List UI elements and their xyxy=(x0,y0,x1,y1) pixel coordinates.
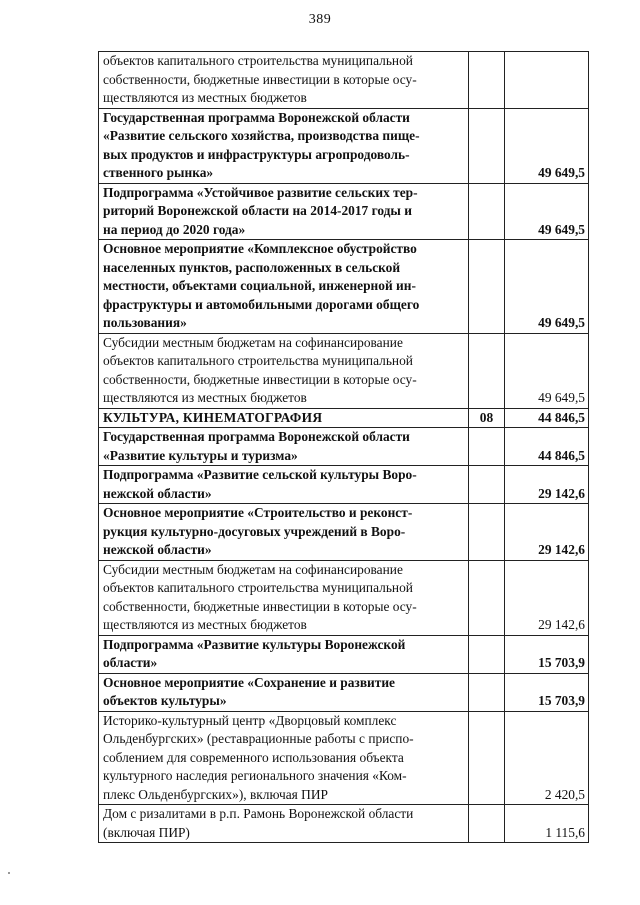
table-row xyxy=(99,52,589,109)
table-row xyxy=(99,805,589,843)
page-number: 389 xyxy=(308,12,332,27)
budget-table-body xyxy=(99,52,589,843)
row-amount-cell xyxy=(505,52,589,109)
row-name-cell: Субсидии местным бюджетам на софинансирование объектов капитального строительства муниципальной собственности, бюджетные инвестиции в которые осу- ществляются из местных бюджетов xyxy=(99,560,469,635)
row-amount-cell: 44 846,5 xyxy=(505,428,589,466)
row-section-code-cell xyxy=(469,108,505,183)
row-section-code-cell xyxy=(469,240,505,334)
row-name-cell: Основное мероприятие «Комплексное обустройство населенных пунктов, расположенных в сельской местности, объектами социальной, инженерной ин- фраструктуры и автомобильными дорогами общего пользования» xyxy=(99,240,469,334)
row-name-cell: Субсидии местным бюджетам на софинансирование объектов капитального строительства муниципальной собственности, бюджетные инвестиции в которые осу- ществляются из местных бюджетов xyxy=(99,333,469,408)
row-name-cell: Подпрограмма «Устойчивое развитие сельских тер- риторий Воронежской области на 2014-2017 годы и на период до 2020 года» xyxy=(99,183,469,240)
row-section-code-cell xyxy=(469,560,505,635)
row-section-code-cell: 08 xyxy=(469,408,505,428)
table-row xyxy=(99,635,589,673)
table-row xyxy=(99,504,589,561)
row-section-code-cell xyxy=(469,635,505,673)
table-row xyxy=(99,408,589,428)
row-name-cell: Государственная программа Воронежской области «Развитие культуры и туризма» xyxy=(99,428,469,466)
row-amount-cell: 29 142,6 xyxy=(505,504,589,561)
row-section-code-cell xyxy=(469,183,505,240)
row-name-cell: Подпрограмма «Развитие сельской культуры Воро- нежской области» xyxy=(99,466,469,504)
table-row xyxy=(99,711,589,805)
row-name-cell: Основное мероприятие «Строительство и реконст- рукция культурно-досуговых учреждений в Воро- нежской области» xyxy=(99,504,469,561)
row-section-code-cell xyxy=(469,466,505,504)
row-amount-cell: 1 115,6 xyxy=(505,805,589,843)
row-section-code-cell xyxy=(469,504,505,561)
table-row xyxy=(99,183,589,240)
table-row xyxy=(99,333,589,408)
row-section-code-cell xyxy=(469,428,505,466)
row-amount-cell: 49 649,5 xyxy=(505,108,589,183)
row-amount-cell: 49 649,5 xyxy=(505,240,589,334)
row-name-cell: объектов капитального строительства муниципальной собственности, бюджетные инвестиции в которые осу- ществляются из местных бюджетов xyxy=(99,52,469,109)
table-row xyxy=(99,560,589,635)
row-name-cell: КУЛЬТУРА, КИНЕМАТОГРАФИЯ xyxy=(99,408,469,428)
row-name-cell: Подпрограмма «Развитие культуры Воронежской области» xyxy=(99,635,469,673)
row-amount-cell: 2 420,5 xyxy=(505,711,589,805)
row-amount-cell: 15 703,9 xyxy=(505,673,589,711)
table-row xyxy=(99,240,589,334)
row-section-code-cell xyxy=(469,52,505,109)
table-row xyxy=(99,673,589,711)
row-section-code-cell xyxy=(469,805,505,843)
row-amount-cell: 49 649,5 xyxy=(505,183,589,240)
row-name-cell: Историко-культурный центр «Дворцовый комплекс Ольденбургских» (реставрационные работы с приспо- соблением для современного использования объекта культурного наследия регионального значения «Ком- плекс Ольденбургских»), включая ПИР xyxy=(99,711,469,805)
row-amount-cell: 44 846,5 xyxy=(505,408,589,428)
row-amount-cell: 49 649,5 xyxy=(505,333,589,408)
row-name-cell: Дом с ризалитами в р.п. Рамонь Воронежской области (включая ПИР) xyxy=(99,805,469,843)
table-row xyxy=(99,466,589,504)
row-amount-cell: 29 142,6 xyxy=(505,466,589,504)
table-row xyxy=(99,428,589,466)
row-amount-cell: 29 142,6 xyxy=(505,560,589,635)
row-name-cell: Основное мероприятие «Сохранение и развитие объектов культуры» xyxy=(99,673,469,711)
row-section-code-cell xyxy=(469,333,505,408)
scan-speck xyxy=(8,872,10,874)
row-section-code-cell xyxy=(469,673,505,711)
row-section-code-cell xyxy=(469,711,505,805)
row-amount-cell: 15 703,9 xyxy=(505,635,589,673)
row-name-cell: Государственная программа Воронежской области «Развитие сельского хозяйства, производства пище- вых продуктов и инфраструктуры агропродоволь- ственного рынка» xyxy=(99,108,469,183)
table-row xyxy=(99,108,589,183)
budget-table xyxy=(98,51,589,843)
